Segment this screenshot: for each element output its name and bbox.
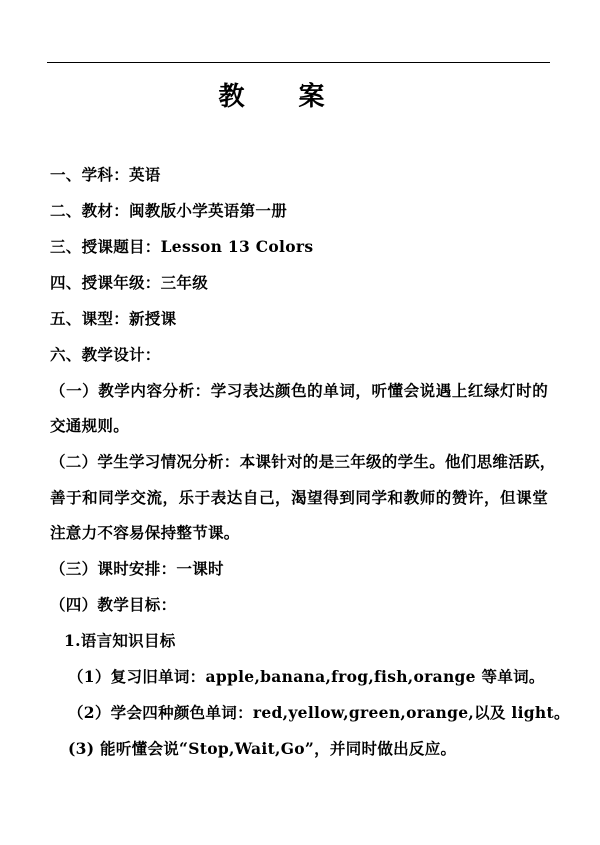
subject-line: 一、学科：英语 <box>50 165 161 184</box>
schedule-line: （三）课时安排：一课时 <box>50 559 224 578</box>
title-char-1: 教 <box>218 82 247 112</box>
header-rule <box>47 62 550 63</box>
textbook-line: 二、教材：闽教版小学英语第一册 <box>50 201 288 220</box>
objectives-heading: （四）教学目标： <box>50 595 177 614</box>
content-analysis-line-1: （一）教学内容分析：学习表达颜色的单词，听懂会说遇上红绿灯时的 <box>50 381 548 400</box>
design-heading: 六、教学设计： <box>50 345 161 364</box>
objective-item-3: (3) 能听懂会说“Stop,Wait,Go”，并同时做出反应。 <box>68 739 457 758</box>
student-analysis-line-3: 注意力不容易保持整节课。 <box>50 523 240 542</box>
objective-item-1: （1）复习旧单词：apple,banana,frog,fish,orange 等单词。 <box>68 667 545 686</box>
page-title <box>0 76 545 113</box>
objective-item-2: （2）学会四种颜色单词：red,yellow,green,orange,以及 light。 <box>68 703 570 722</box>
student-analysis-line-1: （二）学生学习情况分析：本课针对的是三年级的学生。他们思维活跃， <box>50 452 556 471</box>
lesson-type-line: 五、课型：新授课 <box>50 309 177 328</box>
content-analysis-line-2: 交通规则。 <box>50 416 130 435</box>
title-char-2: 案 <box>298 82 327 112</box>
grade-line: 四、授课年级：三年级 <box>50 273 209 292</box>
lesson-topic-line: 三、授课题目：Lesson 13 Colors <box>50 237 314 256</box>
language-knowledge-heading: 1.语言知识目标 <box>64 631 176 650</box>
student-analysis-line-2: 善于和同学交流，乐于表达自己，渴望得到同学和教师的赞许，但课堂 <box>50 488 548 507</box>
